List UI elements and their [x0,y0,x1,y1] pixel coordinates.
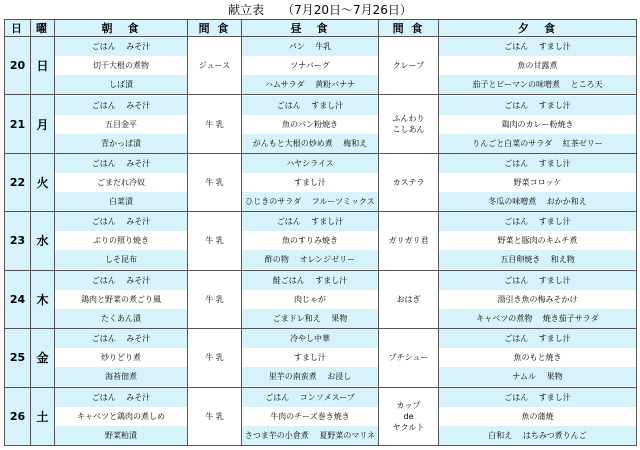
weekly-menu-table [4,19,637,446]
date-cell: 26 [5,387,31,445]
menu-item: 五目卵焼き 和え物 [439,250,636,269]
menu-item: ごはん みそ汁 [55,37,187,56]
menu-item: 炒りどり煮 [101,353,141,363]
menu-item: 鮭ごはん すまし汁 [242,271,378,290]
lunch-cell [242,37,379,95]
menu-item: 酢の物 オレンジゼリー [242,250,378,269]
morning-snack-cell [188,153,242,211]
menu-item: 鶏肉のカレー粉焼き [501,119,574,129]
menu-item: ごはん みそ汁 [55,212,187,231]
menu-item: ハヤシライス [242,154,378,173]
morning-snack-cell [188,95,242,153]
dinner-cell [439,329,637,387]
dinner-cell [439,37,637,95]
menu-item: ごはん すまし汁 [439,212,636,231]
day-row [5,270,637,328]
menu-item: ごはん すまし汁 [242,96,378,115]
header-day-of-week: 曜 [31,20,55,37]
breakfast-cell [55,387,188,445]
menu-item: ごはん すまし汁 [439,37,636,56]
menu-item: 湯引き魚の梅みそかけ [497,294,578,304]
menu-item: 白和え はちみつ煮りんご [439,426,636,445]
menu-item: 魚のすりみ焼き [282,236,338,246]
morning-snack-cell [188,329,242,387]
menu-item: ハムサラダ 黄粉バナナ [242,75,378,94]
menu-item: ごはん すまし汁 [439,96,636,115]
menu-title: 献立表 （7月20日～7月26日） [228,3,412,17]
afternoon-snack-cell [379,37,439,95]
dinner-cell [439,387,637,445]
afternoon-snack-cell [379,95,439,153]
menu-item: ひじきのサラダ フルーツミックス [242,192,378,211]
menu-item: すまし汁 [294,353,326,363]
breakfast-cell [55,153,188,211]
header-dinner: 夕 食 [439,20,637,37]
snack-item: ガリガリ君 [388,236,429,246]
dinner-cell [439,95,637,153]
breakfast-cell [55,95,188,153]
header-date: 日 [5,20,31,37]
dinner-cell [439,270,637,328]
snack-item: クレープ [392,61,425,71]
breakfast-cell [55,37,188,95]
morning-snack-cell [188,212,242,270]
snack-item: カステラ [392,178,425,188]
menu-item: 海苔佃煮 [55,367,187,386]
dinner-cell [439,212,637,270]
menu-item: りんごと白菜のサラダ 紅茶ゼリー [439,134,636,153]
menu-item: 野菜と豚肉のキムチ煮 [497,236,578,246]
menu-item: さつま芋の小倉煮 夏野菜のマリネ [242,426,378,445]
afternoon-snack-cell [379,212,439,270]
snack-item: 牛 乳 [205,353,224,363]
snack-item: カップ [396,400,421,410]
day-row [5,37,637,95]
menu-item: ぶりの照り焼き [93,236,149,246]
morning-snack-cell [188,270,242,328]
lunch-cell [242,95,379,153]
snack-item: 牛 乳 [205,119,224,129]
menu-item: ごはん コンソメスープ [242,388,378,407]
snack-item: おはぎ [396,294,421,304]
menu-item: 五目金平 [105,119,137,129]
menu-item: ごはん みそ汁 [55,271,187,290]
menu-item: 茄子とピーマンの味噌煮 ところ天 [439,75,636,94]
snack-item: こしあん [392,125,425,135]
date-cell: 21 [5,95,31,153]
menu-item: 魚の蒲焼 [521,411,554,421]
afternoon-snack-cell [379,153,439,211]
lunch-cell [242,329,379,387]
menu-item: パン 牛乳 [242,37,378,56]
date-cell: 25 [5,329,31,387]
menu-item: ごはん すまし汁 [439,271,636,290]
menu-item: ごはん みそ汁 [55,329,187,348]
day-of-week-cell: 月 [31,95,55,153]
menu-item: ごまドレ和え 果物 [242,309,378,328]
menu-item: 魚の甘露煮 [517,61,558,71]
menu-item: ごはん みそ汁 [55,154,187,173]
menu-item: しば漬 [55,75,187,94]
day-of-week-cell: 金 [31,329,55,387]
menu-item: しそ昆布 [55,250,187,269]
menu-item: 鶏肉と野菜の煮ごり風 [81,294,161,304]
menu-item: 牛肉のチーズ巻き焼き [270,411,350,421]
menu-item: ごはん すまし汁 [242,212,378,231]
menu-item: 里芋の南蛮煮 お浸し [242,367,378,386]
menu-item: ごはん みそ汁 [55,96,187,115]
menu-item: ごはん みそ汁 [55,388,187,407]
menu-item: 肉じゃが [294,294,326,304]
menu-item: 冷やし中華 [242,329,378,348]
menu-item: ごはん すまし汁 [439,388,636,407]
header-afternoon-snack: 間 食 [379,20,439,37]
snack-item: ふんわり [392,114,425,124]
snack-item: 牛 乳 [205,411,224,421]
menu-item: ごはん すまし汁 [439,154,636,173]
menu-item: ごはん すまし汁 [439,329,636,348]
day-row [5,95,637,153]
menu-item: 青かっぱ漬 [55,134,187,153]
day-of-week-cell: 水 [31,212,55,270]
lunch-cell [242,153,379,211]
menu-item: ツナバーグ [290,61,330,71]
date-cell: 20 [5,37,31,95]
date-cell: 23 [5,212,31,270]
breakfast-cell [55,270,188,328]
header-lunch: 昼 食 [242,20,379,37]
menu-item: がんもと大根の炒め煮 梅和え [242,134,378,153]
menu-item: 切干大根の煮物 [93,61,149,71]
day-row [5,387,637,445]
lunch-cell [242,212,379,270]
day-of-week-cell: 土 [31,387,55,445]
date-cell: 24 [5,270,31,328]
menu-item: ナムル 果物 [439,367,636,386]
day-row [5,153,637,211]
menu-item: 野菜コロッケ [513,178,562,188]
menu-item: 冬瓜の味噌煮 おかか和え [439,192,636,211]
date-cell: 22 [5,153,31,211]
snack-item: 牛 乳 [205,178,224,188]
morning-snack-cell [188,37,242,95]
menu-item: たくあん漬 [55,309,187,328]
day-of-week-cell: 日 [31,37,55,95]
afternoon-snack-cell [379,387,439,445]
day-row [5,212,637,270]
afternoon-snack-cell [379,270,439,328]
lunch-cell [242,387,379,445]
day-row [5,329,637,387]
afternoon-snack-cell [379,329,439,387]
day-of-week-cell: 木 [31,270,55,328]
lunch-cell [242,270,379,328]
morning-snack-cell [188,387,242,445]
menu-item: 魚のパン粉焼き [282,119,338,129]
snack-item: ジュース [198,61,231,71]
snack-item: プチシュー [388,353,429,363]
menu-item: ごまだれ冷奴 [97,178,145,188]
menu-item: キャベツの煮物 焼き茄子サラダ [439,309,636,328]
menu-item: 魚のもと焼き [513,353,562,363]
snack-item: de [403,411,414,421]
menu-item: 野菜粕漬 [55,426,187,445]
menu-item: すまし汁 [294,178,326,188]
breakfast-cell [55,212,188,270]
day-of-week-cell: 火 [31,153,55,211]
breakfast-cell [55,329,188,387]
header-breakfast: 朝 食 [55,20,188,37]
snack-item: 牛 乳 [205,294,224,304]
menu-item: 白菜漬 [55,192,187,211]
header-morning-snack: 間 食 [188,20,242,37]
dinner-cell [439,153,637,211]
snack-item: 牛 乳 [205,236,224,246]
menu-item: キャベツと鶏肉の煮しめ [77,411,165,421]
header-row [5,20,637,37]
snack-item: ヤクルト [392,422,425,432]
